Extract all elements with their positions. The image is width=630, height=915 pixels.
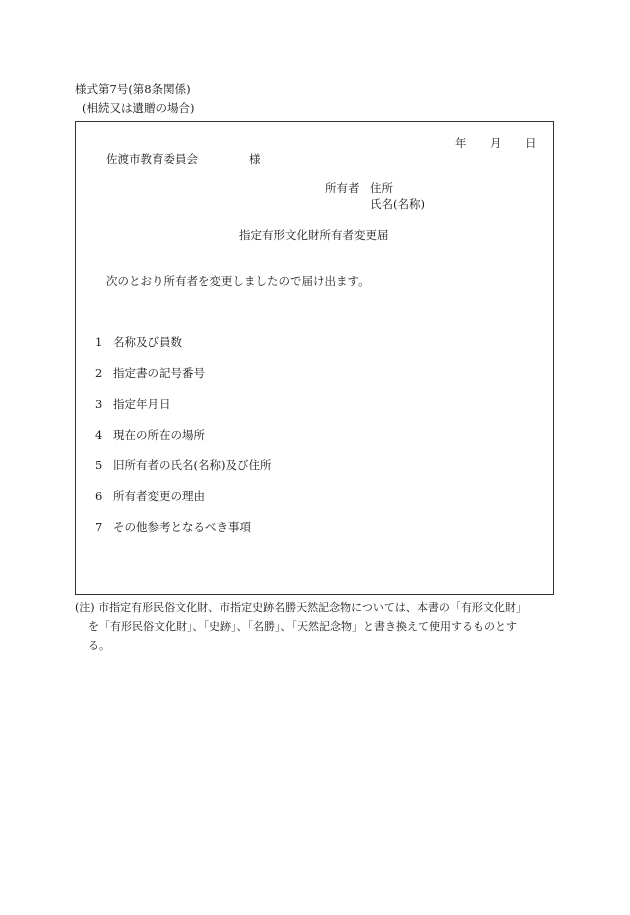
statement-text: 次のとおり所有者を変更しましたので届け出ます。 xyxy=(106,274,370,288)
form-subtitle: (相続又は遺贈の場合) xyxy=(82,101,195,115)
addressee-honorific: 様 xyxy=(249,152,261,166)
item-label: 所有者変更の理由 xyxy=(113,489,205,503)
note-line: る。 xyxy=(88,639,110,652)
note-line: を「有形民俗文化財」、「史跡」、「名勝」、「天然記念物」と書き換えて使用するものとす xyxy=(88,620,517,633)
item-number: 2 xyxy=(95,366,103,380)
item-number: 7 xyxy=(95,520,103,534)
owner-name-label: 氏名(名称) xyxy=(370,197,425,211)
date-month-label: 月 xyxy=(490,136,502,150)
list-item xyxy=(95,368,205,380)
form-number: 様式第7号(第8条関係) xyxy=(75,82,191,96)
date-day-label: 日 xyxy=(525,136,537,150)
item-number: 5 xyxy=(95,458,103,472)
item-label: 指定書の記号番号 xyxy=(113,366,205,380)
item-number: 6 xyxy=(95,489,103,503)
item-number: 1 xyxy=(95,335,103,349)
item-label: 現在の所在の場所 xyxy=(113,428,205,442)
item-label: 名称及び員数 xyxy=(113,335,182,349)
item-number: 3 xyxy=(95,397,103,411)
item-number: 4 xyxy=(95,428,103,442)
list-item xyxy=(95,430,205,442)
item-label: 旧所有者の氏名(名称)及び住所 xyxy=(113,458,272,472)
list-item xyxy=(95,522,251,534)
form-title: 指定有形文化財所有者変更届 xyxy=(239,228,389,242)
list-item xyxy=(95,491,205,503)
owner-label: 所有者 xyxy=(325,181,360,195)
addressee-name: 佐渡市教育委員会 xyxy=(106,152,198,166)
note-line: (注) 市指定有形民俗文化財、市指定史跡名勝天然記念物については、本書の「有形文化財」 xyxy=(75,601,527,614)
list-item xyxy=(95,460,271,472)
item-label: 指定年月日 xyxy=(113,397,171,411)
owner-address-label: 住所 xyxy=(370,181,393,195)
date-year-label: 年 xyxy=(455,136,467,150)
list-item xyxy=(95,337,182,349)
list-item xyxy=(95,399,171,411)
item-label: その他参考となるべき事項 xyxy=(113,520,251,534)
